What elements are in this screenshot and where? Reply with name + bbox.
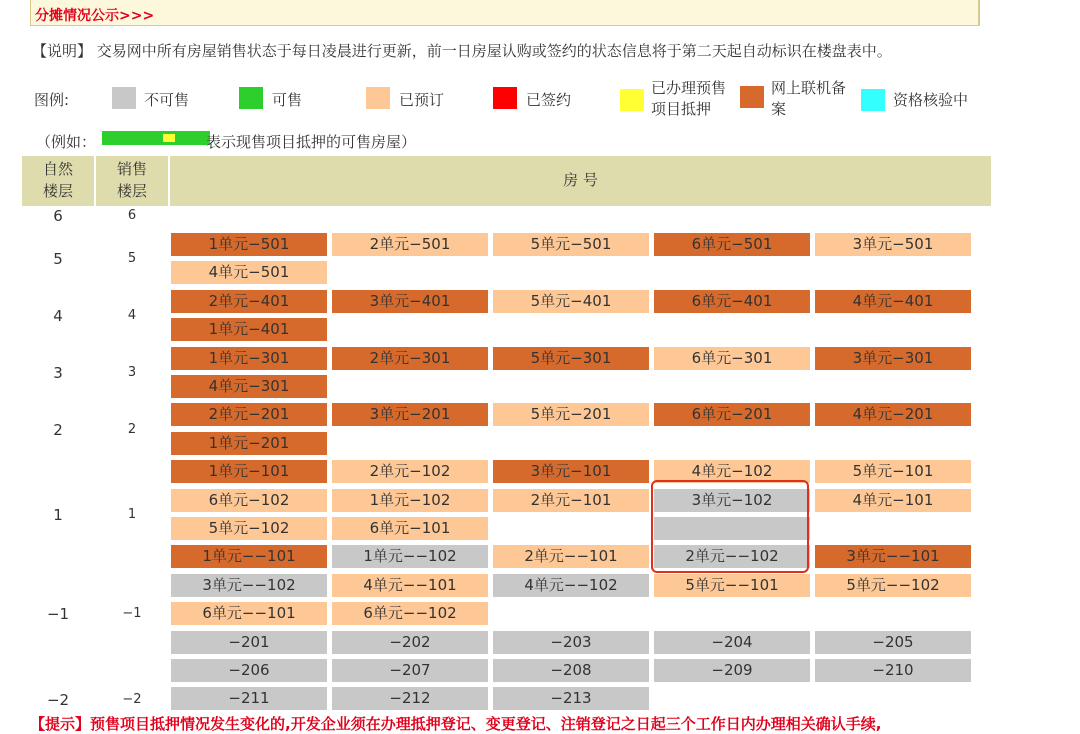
room-cell[interactable]: 4单元−201	[815, 403, 971, 426]
room-cell[interactable]: −202	[332, 631, 488, 654]
room-cell[interactable]: 2单元−401	[171, 290, 327, 313]
highlight-box	[651, 480, 809, 573]
header-sale-floor	[96, 156, 168, 206]
legend-label-reserved: 已预订	[399, 91, 445, 109]
room-cell[interactable]: 4单元−101	[815, 489, 971, 512]
room-cell[interactable]: −208	[493, 659, 649, 682]
sale-floor-label: 2	[127, 421, 137, 437]
room-cell[interactable]: 4单元−−101	[332, 574, 488, 597]
room-cell[interactable]: 4单元−−102	[493, 574, 649, 597]
natural-floor-label: 3	[53, 364, 63, 382]
legend-label-filed-l1: 网上联机备	[771, 79, 847, 97]
header-sale-floor-l2: 楼层	[116, 182, 147, 200]
legend-swatch-reserved	[366, 87, 390, 109]
room-cell[interactable]: −207	[332, 659, 488, 682]
room-cell[interactable]: 4单元−102	[654, 460, 810, 483]
legend-label-signed: 已签约	[526, 91, 572, 109]
section-title[interactable]: 分摊情况公示>>>	[35, 8, 155, 24]
room-cell[interactable]: 4单元−501	[171, 261, 327, 284]
room-cell[interactable]: 4单元−401	[815, 290, 971, 313]
sale-floor-label: 6	[127, 208, 137, 223]
room-cell[interactable]: 5单元−102	[171, 517, 327, 540]
room-cell[interactable]: 1单元−301	[171, 347, 327, 370]
room-cell[interactable]: −204	[654, 631, 810, 654]
room-cell[interactable]: 5单元−−101	[654, 574, 810, 597]
room-cell[interactable]: 1单元−−102	[332, 545, 488, 568]
legend-swatch-available	[239, 87, 263, 109]
natural-floor-label: −1	[46, 605, 70, 624]
room-cell[interactable]: 1单元−401	[171, 318, 327, 341]
legend-swatch-mortgaged	[620, 89, 644, 111]
legend-label-available: 可售	[272, 91, 303, 109]
room-cell[interactable]: 2单元−−102	[654, 545, 810, 568]
room-cell[interactable]: 5单元−−102	[815, 574, 971, 597]
room-cell[interactable]: −211	[171, 687, 327, 710]
legend-swatch-signed	[493, 87, 517, 109]
room-cell[interactable]: 6单元−401	[654, 290, 810, 313]
legend-swatch-unsellable	[112, 87, 136, 109]
room-cell[interactable]: 6单元−−101	[171, 602, 327, 625]
room-cell[interactable]: 6单元−−102	[332, 602, 488, 625]
legend-prefix: 图例:	[34, 91, 70, 109]
sale-floor-label: −1	[122, 606, 142, 622]
room-cell[interactable]: 6单元−201	[654, 403, 810, 426]
room-cell[interactable]: 1单元−102	[332, 489, 488, 512]
room-cell[interactable]: 3单元−101	[493, 460, 649, 483]
room-cell[interactable]: 3单元−201	[332, 403, 488, 426]
room-cell[interactable]: 5单元−201	[493, 403, 649, 426]
natural-floor-label: 5	[53, 250, 63, 269]
room-cell[interactable]: −213	[493, 687, 649, 710]
room-cell[interactable]: 3单元−301	[815, 347, 971, 370]
room-cell[interactable]: −209	[654, 659, 810, 682]
room-cell[interactable]: −210	[815, 659, 971, 682]
room-cell[interactable]: 4单元−301	[171, 375, 327, 398]
room-cell[interactable]: 5单元−101	[815, 460, 971, 483]
room-cell[interactable]: 5单元−401	[493, 290, 649, 313]
room-cell[interactable]: 2单元−201	[171, 403, 327, 426]
example-prefix: （例如：	[36, 133, 97, 151]
header-room-number	[170, 156, 991, 206]
sale-floor-label: 5	[127, 251, 137, 267]
example-mortgaged-swatch	[163, 134, 175, 142]
header-natural-floor-l2: 楼层	[42, 182, 73, 200]
header-room-number-label: 房 号	[563, 171, 598, 189]
legend-swatch-verifying	[861, 89, 885, 111]
sale-floor-label: −2	[122, 691, 142, 707]
legend-label-mortgaged-l1: 已办理预售	[651, 79, 727, 97]
section-title-bar	[30, 0, 980, 26]
room-cell[interactable]: 2单元−301	[332, 347, 488, 370]
header-sale-floor-l1: 销售	[116, 160, 147, 178]
room-cell[interactable]: −205	[815, 631, 971, 654]
header-natural-floor	[22, 156, 94, 206]
room-cell[interactable]: 2单元−101	[493, 489, 649, 512]
legend-label-unsellable: 不可售	[144, 91, 190, 109]
room-cell[interactable]: 5单元−501	[493, 233, 649, 256]
sale-floor-label: 4	[127, 308, 137, 324]
natural-floor-label: −2	[46, 690, 70, 709]
room-cell[interactable]: 1单元−201	[171, 432, 327, 455]
room-cell[interactable]: 3单元−501	[815, 233, 971, 256]
legend-example	[36, 131, 417, 151]
room-cell[interactable]: 5单元−301	[493, 347, 649, 370]
room-cell[interactable]: 6单元−301	[654, 347, 810, 370]
room-cell[interactable]: 1单元−101	[171, 460, 327, 483]
room-cell[interactable]: 2单元−102	[332, 460, 488, 483]
legend-swatch-filed	[740, 86, 764, 108]
sale-floor-label: 3	[127, 365, 137, 380]
room-cell[interactable]: 6单元−501	[654, 233, 810, 256]
room-cell[interactable]: −203	[493, 631, 649, 654]
example-text: 表示现售项目抵押的可售房屋）	[206, 133, 417, 151]
natural-floor-label: 6	[53, 207, 63, 225]
room-cell[interactable]: 2单元−−101	[493, 545, 649, 568]
room-cell[interactable]: 1单元−−101	[171, 545, 327, 568]
room-cell[interactable]: 2单元−501	[332, 233, 488, 256]
room-cell[interactable]: −201	[171, 631, 327, 654]
natural-floor-label: 1	[53, 506, 63, 524]
room-cell[interactable]: −212	[332, 687, 488, 710]
room-cell[interactable]: 1单元−501	[171, 233, 327, 256]
legend-label-verifying: 资格核验中	[893, 91, 969, 109]
room-cell[interactable]: 6单元−102	[171, 489, 327, 512]
room-cell[interactable]: 3单元−401	[332, 290, 488, 313]
sale-floor-label: 1	[127, 507, 137, 522]
legend-label-filed-l2: 案	[771, 100, 787, 118]
example-available-swatch	[102, 131, 210, 145]
room-cell[interactable]: 3单元−−101	[815, 545, 971, 568]
legend-label-mortgaged-l2: 项目抵押	[651, 100, 712, 118]
room-cell[interactable]: 3单元−102	[654, 489, 810, 512]
room-cell[interactable]: −206	[171, 659, 327, 682]
room-cell[interactable]: 6单元−101	[332, 517, 488, 540]
description-text: 【说明】 交易网中所有房屋销售状态于每日凌晨进行更新，前一日房屋认购或签约的状态信息将于第二天起自动标识在楼盘表中。	[32, 42, 892, 60]
tip-text: 【提示】预售项目抵押情况发生变化的,开发企业须在办理抵押登记、变更登记、注销登记之日起三个工作日内办理相关确认手续,	[30, 715, 882, 733]
natural-floor-label: 2	[53, 420, 63, 439]
room-cell[interactable]: 3单元−−102	[171, 574, 327, 597]
header-natural-floor-l1: 自然	[42, 160, 73, 178]
legend	[34, 78, 1080, 122]
natural-floor-label: 4	[53, 307, 63, 326]
